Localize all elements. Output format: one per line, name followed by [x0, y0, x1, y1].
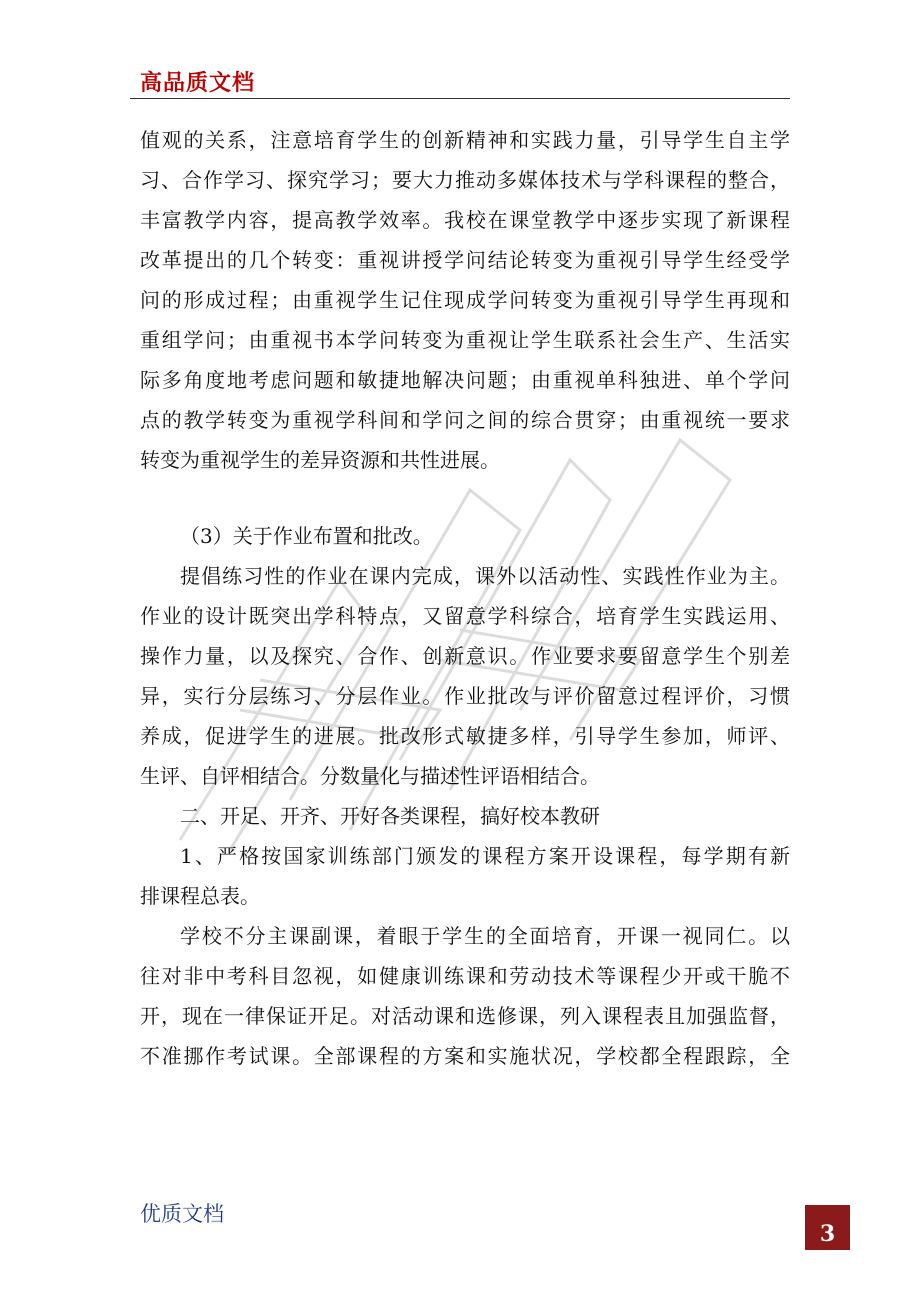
page-header-title: 高品质文档 [140, 71, 256, 96]
paragraph-line: 际多角度地考虑问题和敏捷地解决问题；由重视单科独进、单个学问 [140, 368, 790, 392]
page-number-badge: 3 [805, 1205, 850, 1250]
paragraph-line: 生评、自评相结合。分数量化与描述性评语相结合。 [140, 764, 600, 788]
paragraph-line: 点的教学转变为重视学科间和学问之间的综合贯穿；由重视统一要求 [140, 408, 790, 432]
paragraph-line: 提倡练习性的作业在课内完成，课外以活动性、实践性作业为主。 [180, 564, 790, 588]
paragraph-line: 改革提出的几个转变：重视讲授学问结论转变为重视引导学生经受学 [140, 248, 790, 272]
section-heading: （3）关于作业布置和批改。 [180, 524, 433, 548]
paragraph-line: 作业的设计既突出学科特点，又留意学科综合，培育学生实践运用、 [140, 604, 790, 628]
paragraph-line: 排课程总表。 [140, 884, 260, 908]
paragraph-line: 问的形成过程；由重视学生记住现成学问转变为重视引导学生再现和 [140, 288, 790, 312]
paragraph-line: 转变为重视学生的差异资源和共性进展。 [140, 448, 500, 472]
paragraph-line: 学校不分主课副课，着眼于学生的全面培育，开课一视同仁。以 [180, 924, 790, 948]
paragraph-line: 习、合作学习、探究学习；要大力推动多媒体技术与学科课程的整合， [140, 168, 790, 192]
paragraph-line: 重组学问；由重视书本学问转变为重视让学生联系社会生产、生活实 [140, 328, 790, 352]
section-heading: 二、开足、开齐、开好各类课程，搞好校本教研 [180, 804, 600, 828]
paragraph-gap [140, 480, 790, 516]
paragraph-line: 异，实行分层练习、分层作业。作业批改与评价留意过程评价，习惯 [140, 684, 790, 708]
paragraph-line: 往对非中考科目忽视，如健康训练课和劳动技术等课程少开或干脆不 [140, 964, 790, 988]
document-body [140, 120, 790, 1076]
page-footer-title: 优质文档 [140, 1202, 224, 1226]
paragraph-line: 丰富教学内容，提高教学效率。我校在课堂教学中逐步实现了新课程 [140, 208, 790, 232]
paragraph-line: 养成，促进学生的进展。批改形式敏捷多样，引导学生参加，师评、 [140, 724, 790, 748]
paragraph-line: 不准挪作考试课。全部课程的方案和实施状况，学校都全程跟踪，全 [140, 1044, 790, 1068]
paragraph-line: 值观的关系，注意培育学生的创新精神和实践力量，引导学生自主学 [140, 128, 790, 152]
paragraph-line: 操作力量，以及探究、合作、创新意识。作业要求要留意学生个别差 [140, 644, 790, 668]
header-divider [130, 98, 790, 99]
paragraph-line: 开，现在一律保证开足。对活动课和选修课，列入课程表且加强监督， [140, 1004, 790, 1028]
paragraph-line: 1、严格按国家训练部门颁发的课程方案开设课程，每学期有新 [180, 844, 790, 868]
